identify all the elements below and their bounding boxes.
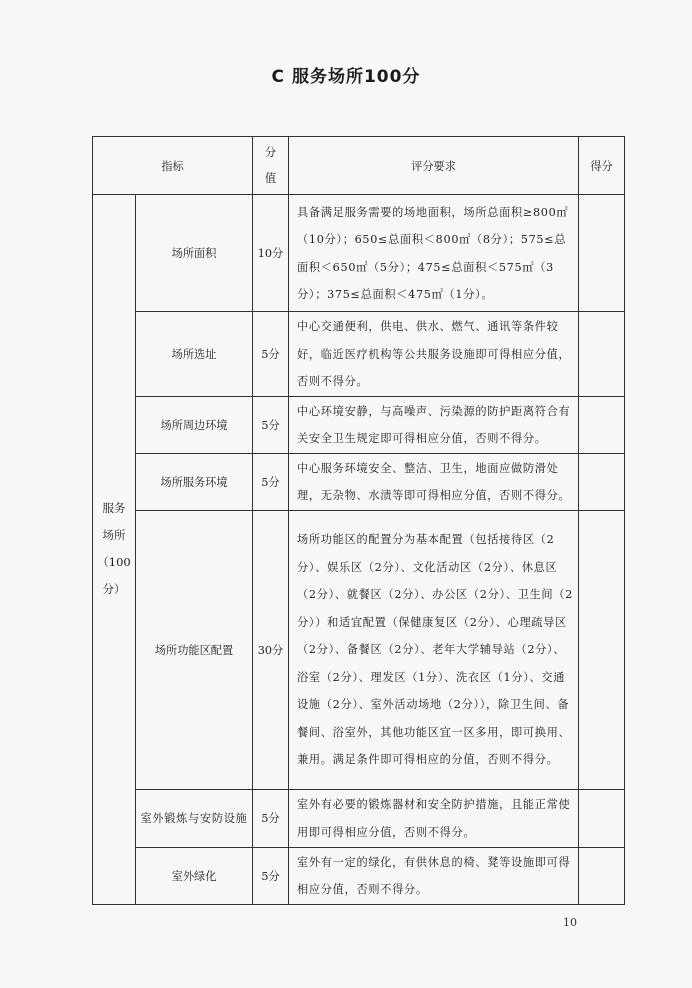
table-row <box>93 195 625 312</box>
row-score <box>579 195 625 312</box>
row-score <box>579 453 625 510</box>
row-name: 场所面积 <box>136 195 253 312</box>
page-title: C 服务场所100分 <box>271 67 421 87</box>
header-points-line1: 分 <box>264 145 277 159</box>
row-requirement: 场所功能区的配置分为基本配置（包括接待区（2分）、娱乐区（2分）、文化活动区（2分）、休息区（2分）、就餐区（2分）、办公区（2分）、卫生间（2分））和适宜配置（保健康复区（2分）、心理疏导区（2分）、备餐区（2分）、老年大学辅导站（2分）、浴室（2分）、理发区（1分）、洗衣区（1分）、交通设施（2分）、室外活动场地（2分）），除卫生间、备餐间、浴室外，其他功能区宜一区多用，即可换用、兼用。满足条件即可得相应的分值，否则不得分。 <box>289 510 579 789</box>
row-points: 5分 <box>253 847 289 904</box>
row-score <box>579 847 625 904</box>
row-requirement: 中心环境安静，与高噪声、污染源的防护距离符合有关安全卫生规定即可得相应分值，否则不得分。 <box>289 396 579 453</box>
row-name: 场所功能区配置 <box>136 510 253 789</box>
row-requirement: 室外有必要的锻炼器材和安全防护措施，且能正常使用即可得相应分值，否则不得分。 <box>289 789 579 847</box>
row-points: 5分 <box>253 312 289 397</box>
row-points: 5分 <box>253 453 289 510</box>
row-points: 10分 <box>253 195 289 312</box>
category-line3: （100 <box>97 555 131 570</box>
row-requirement: 具备满足服务需要的场地面积，场所总面积≥800㎡（10分）；650≤总面积＜800㎡（8分）；575≤总面积＜650㎡（5分）；475≤总面积＜575㎡（3分）；375≤总面积＜475㎡（1分）。 <box>289 195 579 312</box>
table-header-row <box>93 137 625 195</box>
row-requirement: 室外有一定的绿化，有供休息的椅、凳等设施即可得相应分值，否则不得分。 <box>289 847 579 904</box>
row-name: 场所选址 <box>136 312 253 397</box>
row-points: 5分 <box>253 789 289 847</box>
row-requirement: 中心服务环境安全、整洁、卫生，地面应做防滑处理，无杂物、水渍等即可得相应分值，否则不得分。 <box>289 453 579 510</box>
table-row <box>93 510 625 789</box>
table-row <box>93 847 625 904</box>
row-points: 5分 <box>253 396 289 453</box>
header-requirement: 评分要求 <box>289 137 579 195</box>
header-score: 得分 <box>579 137 625 195</box>
header-indicator: 指标 <box>93 137 253 195</box>
category-cell <box>93 195 136 905</box>
table-row <box>93 312 625 397</box>
row-name: 场所周边环境 <box>136 396 253 453</box>
table-row <box>93 789 625 847</box>
row-name: 场所服务环境 <box>136 453 253 510</box>
category-line4: 分） <box>102 582 126 597</box>
row-score <box>579 312 625 397</box>
header-points <box>253 137 289 195</box>
row-score <box>579 510 625 789</box>
row-score <box>579 789 625 847</box>
row-requirement: 中心交通便利，供电、供水、燃气、通讯等条件较好，临近医疗机构等公共服务设施即可得相应分值，否则不得分。 <box>289 312 579 397</box>
row-score <box>579 396 625 453</box>
page-number: 10 <box>563 916 577 929</box>
row-name: 室外绿化 <box>136 847 253 904</box>
scoring-table <box>92 136 625 905</box>
table-row <box>93 396 625 453</box>
category-line2: 场所 <box>102 528 126 543</box>
row-name: 室外锻炼与安防设施 <box>136 789 253 847</box>
category-line1: 服务 <box>102 501 126 516</box>
table-row <box>93 453 625 510</box>
row-points: 30分 <box>253 510 289 789</box>
header-points-line2: 值 <box>264 171 277 185</box>
